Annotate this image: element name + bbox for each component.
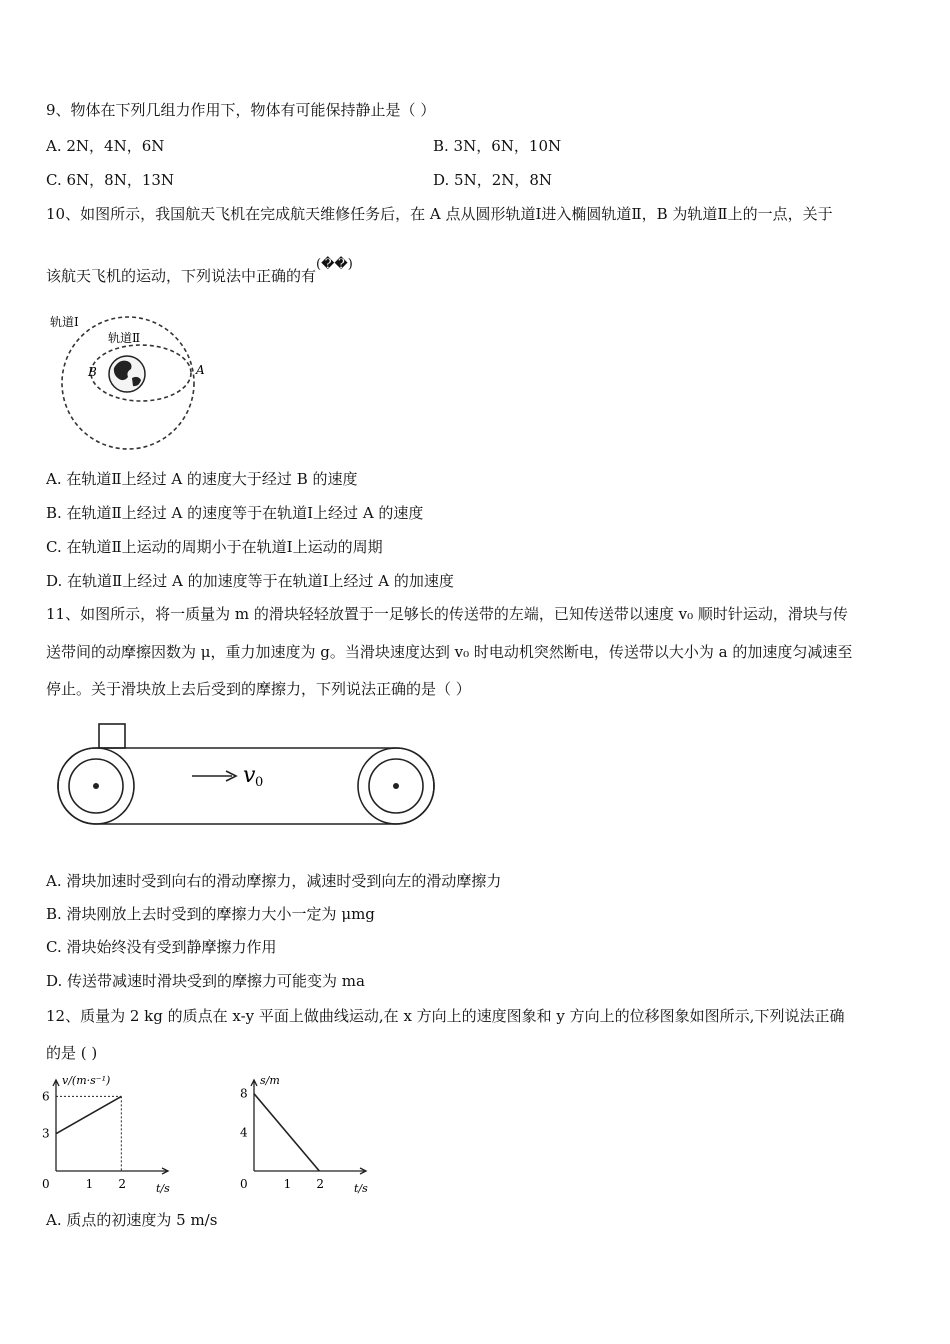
q12-option-a: A. 质点的初速度为 5 m/s bbox=[46, 1211, 218, 1229]
point-a-label: A bbox=[196, 363, 205, 377]
orbit-2-label: 轨道Ⅱ bbox=[108, 331, 141, 345]
sy-displacement-chart bbox=[238, 1072, 378, 1197]
q9-option-c: C. 6N，8N，13N bbox=[46, 171, 175, 189]
question-11-stem-line2: 送带间的动摩擦因数为 μ，重力加速度为 g。当滑块速度达到 v₀ 时电动机突然断电，传送带以大小为 a 的加速度匀减速至 bbox=[46, 643, 853, 661]
x-tick-label: 0 bbox=[240, 1177, 248, 1191]
x-tick-label: 0 bbox=[42, 1177, 50, 1191]
question-12-stem-line2: 的是 ( ) bbox=[46, 1044, 98, 1062]
q10-stem-suffix: (��) bbox=[316, 257, 353, 272]
y-tick-label: 4 bbox=[240, 1125, 248, 1140]
question-9-stem: 9、物体在下列几组力作用下，物体有可能保持静止是（ ） bbox=[46, 101, 436, 119]
left-pulley-axle bbox=[93, 783, 99, 789]
orbit-figure bbox=[46, 310, 205, 460]
x-tick-label: 2 bbox=[118, 1177, 126, 1191]
velocity-subscript: 0 bbox=[255, 775, 264, 790]
q11-option-d: D. 传送带减速时滑块受到的摩擦力可能变为 ma bbox=[46, 972, 365, 990]
q10-option-d: D. 在轨道Ⅱ上经过 A 的加速度等于在轨道Ⅰ上经过 A 的加速度 bbox=[46, 572, 454, 590]
y-tick-label: 6 bbox=[42, 1089, 50, 1104]
y-axis-label: v/(m·s⁻¹) bbox=[62, 1074, 111, 1087]
question-10-stem-line2 bbox=[46, 257, 353, 286]
q9-option-a: A. 2N，4N，6N bbox=[46, 137, 165, 155]
orbit-1-label: 轨道Ⅰ bbox=[50, 315, 79, 329]
x-tick-label: 1 bbox=[85, 1177, 94, 1191]
question-10-stem-line1: 10、如图所示，我国航天飞机在完成航天维修任务后，在 A 点从圆形轨道Ⅰ进入椭圆轨道Ⅱ，B 为轨道Ⅱ上的一点，关于 bbox=[46, 205, 833, 223]
x-axis-label: t/s bbox=[156, 1182, 170, 1195]
point-b-label: B bbox=[88, 365, 97, 379]
vx-velocity-chart bbox=[40, 1072, 180, 1197]
slider-block bbox=[99, 724, 125, 748]
q9-option-d: D. 5N，2N，8N bbox=[433, 171, 553, 189]
right-pulley-axle bbox=[393, 783, 399, 789]
q10-option-b: B. 在轨道Ⅱ上经过 A 的速度等于在轨道Ⅰ上经过 A 的速度 bbox=[46, 504, 424, 522]
series-line bbox=[56, 1096, 121, 1133]
q11-option-c: C. 滑块始终没有受到静摩擦力作用 bbox=[46, 938, 277, 956]
y-tick-label: 8 bbox=[240, 1086, 248, 1101]
series-line bbox=[254, 1094, 319, 1171]
x-tick-label: 2 bbox=[316, 1177, 324, 1191]
question-12-stem-line1: 12、质量为 2 kg 的质点在 x-y 平面上做曲线运动,在 x 方向上的速度图象和 y 方向上的位移图象如图所示,下列说法正确 bbox=[46, 1007, 845, 1025]
conveyor-belt-figure bbox=[55, 720, 440, 830]
q10-option-a: A. 在轨道Ⅱ上经过 A 的速度大于经过 B 的速度 bbox=[46, 470, 358, 488]
y-tick-label: 3 bbox=[42, 1126, 50, 1141]
q11-option-b: B. 滑块刚放上去时受到的摩擦力大小一定为 μmg bbox=[46, 905, 375, 923]
q10-option-c: C. 在轨道Ⅱ上运动的周期小于在轨道Ⅰ上运动的周期 bbox=[46, 538, 383, 556]
x-axis-label: t/s bbox=[354, 1182, 368, 1195]
q10-stem-text: 该航天飞机的运动，下列说法中正确的有 bbox=[46, 267, 317, 285]
y-axis-label: s/m bbox=[260, 1074, 280, 1087]
question-11-stem-line3: 停止。关于滑块放上去后受到的摩擦力，下列说法正确的是（ ） bbox=[46, 680, 471, 698]
x-tick-label: 1 bbox=[283, 1177, 292, 1191]
question-11-stem-line1: 11、如图所示，将一质量为 m 的滑块轻轻放置于一足够长的传送带的左端，已知传送带以速度 v₀ 顺时针运动，滑块与传 bbox=[46, 605, 848, 623]
velocity-label: v bbox=[243, 763, 256, 788]
q11-option-a: A. 滑块加速时受到向右的滑动摩擦力，减速时受到向左的滑动摩擦力 bbox=[46, 872, 502, 890]
q9-option-b: B. 3N，6N，10N bbox=[433, 137, 562, 155]
